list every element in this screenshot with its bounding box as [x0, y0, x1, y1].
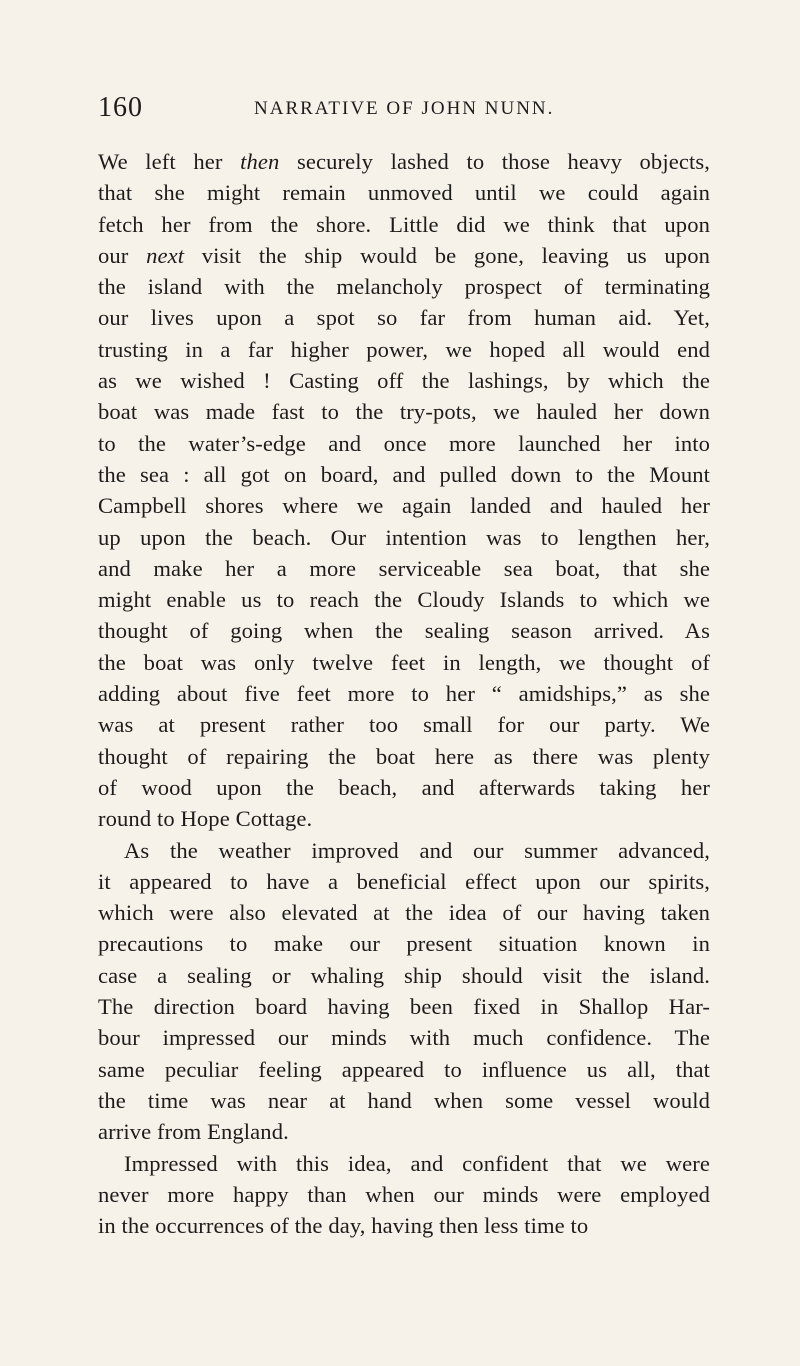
text-run: trusting in a far higher power, we hoped all would end: [98, 336, 710, 362]
text-run: of wood upon the beach, and afterwards taking her: [98, 774, 710, 800]
text-run: Impressed with this idea, and confident that we were: [124, 1150, 710, 1176]
text-run: that she might remain unmoved until we could again: [98, 180, 710, 206]
text-line: [98, 1054, 710, 1085]
text-line: [98, 678, 710, 709]
text-run: might enable us to reach the Cloudy Islands to which we: [98, 587, 710, 613]
text-run: our lives upon a spot so far from human aid. Yet,: [98, 305, 710, 331]
text-run: never more happy than when our minds were employed: [98, 1181, 710, 1207]
text-run: the boat was only twelve feet in length, we thought of: [98, 649, 710, 675]
text-line: [98, 240, 710, 271]
text-line: [98, 209, 710, 240]
text-line: [98, 709, 710, 740]
text-line: [98, 1116, 710, 1147]
running-head: [98, 92, 704, 132]
text-run: in the occurrences of the day, having then less time to: [98, 1213, 589, 1239]
text-line: [98, 1085, 710, 1116]
text-run: precautions to make our present situation known in: [98, 931, 710, 957]
body-text: [98, 146, 710, 1241]
text-line: [98, 1148, 710, 1179]
italic-word: then: [240, 149, 280, 174]
text-run: As the weather improved and our summer advanced,: [124, 837, 710, 863]
text-line: [98, 177, 710, 208]
text-line: [98, 741, 710, 772]
text-run: fetch her from the shore. Little did we think that upon: [98, 211, 710, 237]
text-line: [98, 396, 710, 427]
text-line: [98, 897, 710, 928]
text-line: [98, 1210, 710, 1241]
text-line: [98, 991, 710, 1022]
text-line: [98, 302, 710, 333]
text-line: [98, 146, 710, 177]
running-title: NARRATIVE OF JOHN NUNN.: [254, 98, 555, 119]
text-run: securely lashed to those heavy objects,: [279, 149, 710, 174]
text-run: it appeared to have a beneficial effect upon our spirits,: [98, 868, 710, 894]
text-run: thought of going when the sealing season arrived. As: [98, 618, 710, 644]
text-line: [98, 615, 710, 646]
text-run: The direction board having been fixed in Shallop Har-: [98, 994, 710, 1020]
text-run: the time was near at hand when some vessel would: [98, 1087, 710, 1113]
text-run: arrive from England.: [98, 1119, 289, 1145]
text-line: [98, 960, 710, 991]
text-line: [98, 866, 710, 897]
text-run: thought of repairing the boat here as there was plenty: [98, 743, 710, 769]
text-run: which were also elevated at the idea of our having taken: [98, 900, 710, 926]
text-run: was at present rather too small for our party. We: [98, 712, 710, 738]
text-run: Campbell shores where we again landed and hauled her: [98, 493, 710, 519]
text-run: up upon the beach. Our intention was to lengthen her,: [98, 524, 710, 550]
text-run: and make her a more serviceable sea boat, that she: [98, 555, 710, 581]
text-line: [98, 271, 710, 302]
text-line: [98, 490, 710, 521]
text-run: boat was made fast to the try-pots, we hauled her down: [98, 399, 710, 425]
text-run: our: [98, 242, 147, 268]
text-run: as we wished ! Casting off the lashings, by which the: [98, 368, 710, 394]
text-line: [98, 772, 710, 803]
text-line: [98, 1179, 710, 1210]
text-run: to the water’s-edge and once more launched her into: [98, 430, 710, 456]
text-run: case a sealing or whaling ship should visit the island.: [98, 962, 710, 988]
text-run: the island with the melancholy prospect of terminating: [98, 274, 710, 300]
text-line: [98, 928, 710, 959]
text-line: [98, 1022, 710, 1053]
text-run: bour impressed our minds with much confidence. The: [98, 1025, 710, 1051]
text-line: [98, 428, 710, 459]
text-line: [98, 522, 710, 553]
text-run: We left her: [98, 149, 241, 174]
text-line: [98, 647, 710, 678]
text-line: [98, 803, 710, 834]
text-run: same peculiar feeling appeared to influence us all, that: [98, 1056, 710, 1082]
text-run: visit the ship would be gone, leaving us upon: [184, 242, 710, 268]
text-line: [98, 584, 710, 615]
text-run: adding about five feet more to her “ amidships,” as she: [98, 681, 710, 707]
text-line: [98, 459, 710, 490]
text-line: [98, 365, 710, 396]
page-number: 160: [98, 92, 143, 123]
text-line: [98, 334, 710, 365]
text-line: [98, 553, 710, 584]
text-line: [98, 835, 710, 866]
italic-word: next: [146, 242, 185, 268]
text-run: the sea : all got on board, and pulled down to the Mount: [98, 461, 710, 487]
text-run: round to Hope Cottage.: [98, 806, 313, 832]
